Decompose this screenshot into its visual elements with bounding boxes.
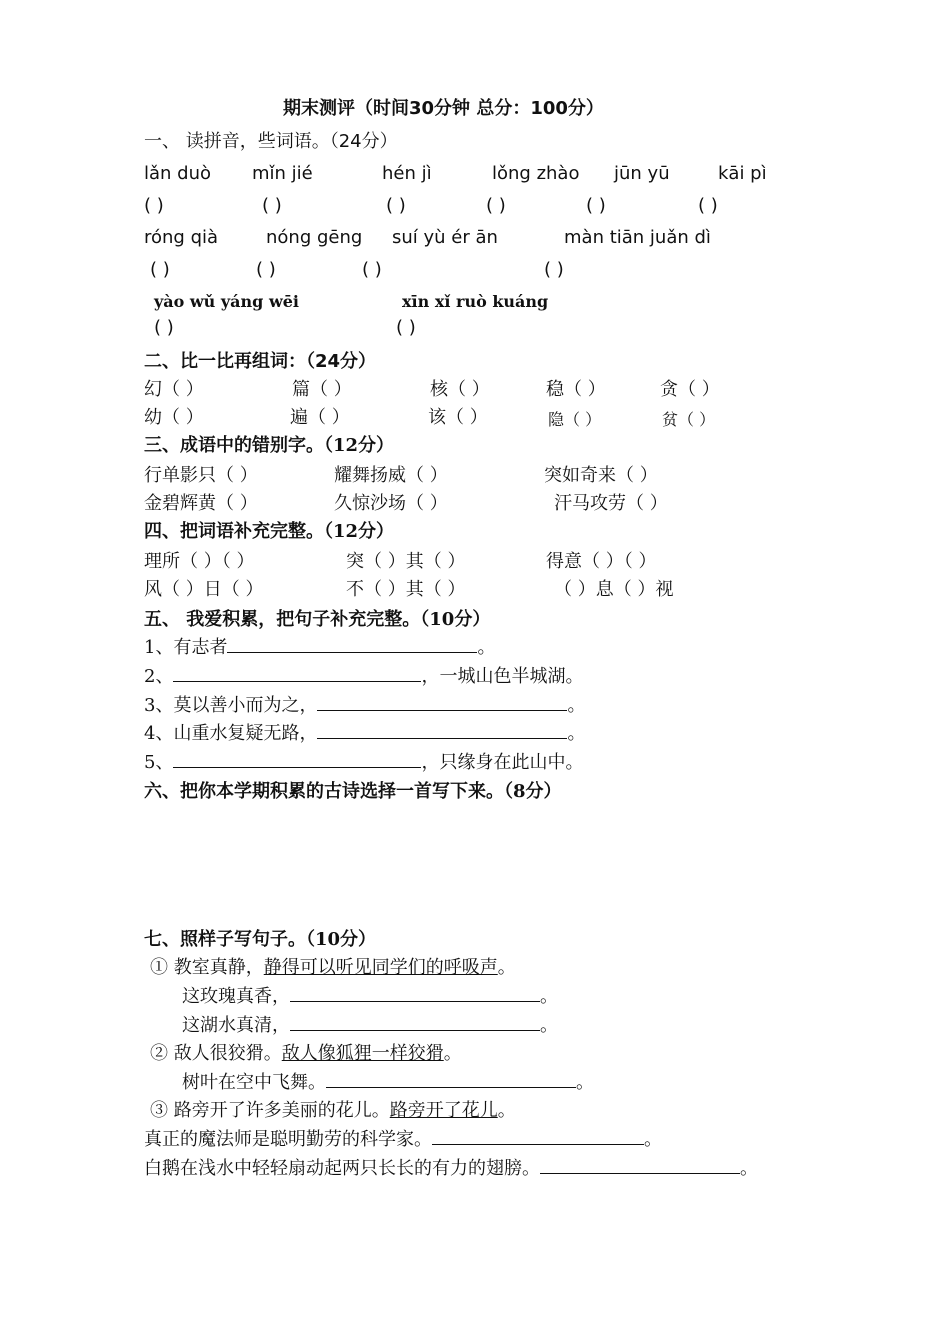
answer-blank[interactable]: ( ) — [386, 195, 406, 216]
question-text: ，只缘身在此山中。 — [421, 752, 584, 773]
s1-pinyin-row-3 — [0, 290, 950, 314]
answer-blank[interactable]: ( ) — [486, 195, 506, 216]
s4-row-2 — [0, 578, 950, 602]
s1-pinyin-row-1 — [0, 162, 950, 186]
question-text: 5、 — [144, 752, 174, 773]
answer-blank[interactable]: ( ) — [544, 259, 564, 280]
idiom-item[interactable]: 突如奇来（ ） — [544, 465, 658, 486]
question-text: 。 — [567, 723, 586, 744]
s1-answer-row-1 — [0, 194, 950, 218]
exercise-text: 树叶在空中飞舞。 — [182, 1072, 326, 1093]
answer-line[interactable] — [290, 985, 540, 1002]
example-underlined: 路旁开了花儿 — [389, 1100, 498, 1121]
answer-line[interactable] — [173, 751, 421, 768]
s3-row-1 — [0, 464, 950, 488]
section-1-heading: 一、 读拼音，些词语。（24分） — [144, 131, 398, 152]
pinyin: lǎn duò — [144, 163, 212, 184]
section-6-heading: 六、把你本学期积累的古诗选择一首写下来。（8分） — [144, 781, 562, 802]
question-text: ，一城山色半城湖。 — [421, 666, 584, 687]
example-underlined: 敌人像狐狸一样狡猾 — [281, 1043, 444, 1064]
word-blank[interactable]: 篇（ ） — [292, 379, 352, 400]
answer-blank[interactable]: ( ) — [396, 317, 416, 338]
word-fill-item[interactable]: 理所（ ）（ ） — [144, 551, 255, 572]
idiom-item[interactable]: 汗马攻劳（ ） — [554, 493, 668, 514]
s2-row-1 — [0, 378, 950, 402]
pinyin: xīn xǐ ruò kuáng — [402, 292, 549, 311]
pinyin: lǒng zhào — [492, 163, 580, 184]
word-fill-item[interactable]: 突（ ）其（ ） — [346, 551, 466, 572]
answer-blank[interactable]: ( ) — [362, 259, 382, 280]
example-text: 。 — [443, 1043, 462, 1064]
page-title: 期末测评（时间30分钟 总分：100分） — [283, 98, 604, 119]
s7-example-2 — [150, 1042, 462, 1066]
idiom-item[interactable]: 行单影只（ ） — [144, 465, 258, 486]
exercise-text: 。 — [540, 986, 558, 1007]
example-text: 。 — [497, 957, 516, 978]
question-text: 1、有志者 — [144, 637, 228, 658]
idiom-item[interactable]: 耀舞扬威（ ） — [334, 465, 448, 486]
answer-line[interactable] — [227, 636, 477, 653]
word-blank[interactable]: 遍（ ） — [290, 407, 350, 428]
s4-row-1 — [0, 550, 950, 574]
pinyin: yào wǔ yáng wēi — [154, 292, 299, 311]
question-text: 3、莫以善小而为之， — [144, 695, 318, 716]
question-text: 2、 — [144, 666, 174, 687]
word-blank[interactable]: 隐（ ） — [548, 410, 602, 429]
example-text: ③ 路旁开了许多美丽的花儿。 — [150, 1100, 390, 1121]
exercise-text: 。 — [644, 1129, 662, 1150]
word-blank[interactable]: 幻（ ） — [144, 379, 204, 400]
example-underlined: 静得可以听见同学们的呼吸声 — [263, 957, 498, 978]
s5-question-2 — [144, 665, 583, 689]
section-7-heading: 七、照样子写句子。（10分） — [144, 929, 377, 950]
exercise-text: 这玫瑰真香， — [182, 986, 290, 1007]
word-blank[interactable]: 核（ ） — [430, 379, 490, 400]
answer-blank[interactable]: ( ) — [150, 259, 170, 280]
s5-question-1 — [144, 636, 495, 660]
section-4-heading: 四、把词语补充完整。（12分） — [144, 521, 395, 542]
pinyin: hén jì — [382, 163, 432, 184]
s1-answer-row-2 — [0, 258, 950, 282]
idiom-item[interactable]: 金碧辉黄（ ） — [144, 493, 258, 514]
answer-blank[interactable]: ( ) — [586, 195, 606, 216]
answer-line[interactable] — [540, 1157, 740, 1174]
exercise-text: 。 — [540, 1015, 558, 1036]
pinyin: màn tiān juǎn dì — [564, 227, 711, 248]
s7-example-1 — [150, 956, 516, 980]
question-text: 4、山重水复疑无路， — [144, 723, 318, 744]
pinyin: nóng gēng — [266, 227, 363, 248]
s1-answer-row-3 — [0, 316, 950, 340]
s5-question-4 — [144, 722, 585, 746]
answer-line[interactable] — [317, 722, 567, 739]
question-text: 。 — [567, 695, 586, 716]
answer-line[interactable] — [317, 694, 567, 711]
section-2-heading: 二、比一比再组词：（24分） — [144, 351, 377, 372]
answer-blank[interactable]: ( ) — [144, 195, 164, 216]
word-fill-item[interactable]: 得意（ ）（ ） — [546, 551, 657, 572]
poem-writing-area[interactable] — [144, 810, 784, 920]
word-blank[interactable]: 贪（ ） — [660, 379, 720, 400]
exercise-text: 。 — [576, 1072, 594, 1093]
word-fill-item[interactable]: （ ）息（ ）视 — [554, 579, 674, 600]
exercise-text: 。 — [740, 1158, 758, 1179]
s7-exercise-1b — [182, 1014, 558, 1038]
word-blank[interactable]: 幼（ ） — [144, 407, 204, 428]
example-text: ① 教室真静， — [150, 957, 264, 978]
word-blank[interactable]: 该（ ） — [428, 407, 488, 428]
section-3-heading: 三、成语中的错别字。（12分） — [144, 435, 395, 456]
word-fill-item[interactable]: 不（ ）其（ ） — [346, 579, 466, 600]
answer-blank[interactable]: ( ) — [154, 317, 174, 338]
word-blank[interactable]: 稳（ ） — [546, 379, 606, 400]
exercise-text: 真正的魔法师是聪明勤劳的科学家。 — [144, 1129, 432, 1150]
word-fill-item[interactable]: 风（ ）日（ ） — [144, 579, 264, 600]
section-5-heading: 五、 我爱积累，把句子补充完整。（10分） — [144, 609, 491, 630]
s2-row-2 — [0, 406, 950, 430]
word-blank[interactable]: 贫（ ） — [662, 410, 716, 429]
answer-line[interactable] — [290, 1014, 540, 1031]
s7-exercise-2a — [182, 1071, 594, 1095]
s7-example-3 — [150, 1099, 516, 1123]
s1-pinyin-row-2 — [0, 226, 950, 250]
pinyin: jūn yū — [614, 163, 670, 184]
s7-exercise-1a — [182, 985, 558, 1009]
pinyin: kāi pì — [718, 163, 767, 184]
s5-question-5 — [144, 751, 583, 775]
answer-blank[interactable]: ( ) — [698, 195, 718, 216]
answer-line[interactable] — [326, 1071, 576, 1088]
s7-exercise-3a — [144, 1128, 662, 1152]
s3-row-2 — [0, 492, 950, 516]
pinyin: róng qià — [144, 227, 219, 248]
idiom-item[interactable]: 久惊沙场（ ） — [334, 493, 448, 514]
answer-blank[interactable]: ( ) — [256, 259, 276, 280]
example-text: ② 敌人很狡猾。 — [150, 1043, 282, 1064]
answer-blank[interactable]: ( ) — [262, 195, 282, 216]
answer-line[interactable] — [173, 665, 421, 682]
exercise-text: 白鹅在浅水中轻轻扇动起两只长长的有力的翅膀。 — [144, 1158, 540, 1179]
answer-line[interactable] — [432, 1128, 644, 1145]
pinyin: suí yù ér ān — [392, 227, 498, 248]
question-text: 。 — [477, 637, 496, 658]
s7-exercise-3b — [144, 1157, 758, 1181]
s5-question-3 — [144, 694, 585, 718]
exercise-text: 这湖水真清， — [182, 1015, 290, 1036]
pinyin: mǐn jié — [252, 163, 313, 184]
example-text: 。 — [497, 1100, 516, 1121]
